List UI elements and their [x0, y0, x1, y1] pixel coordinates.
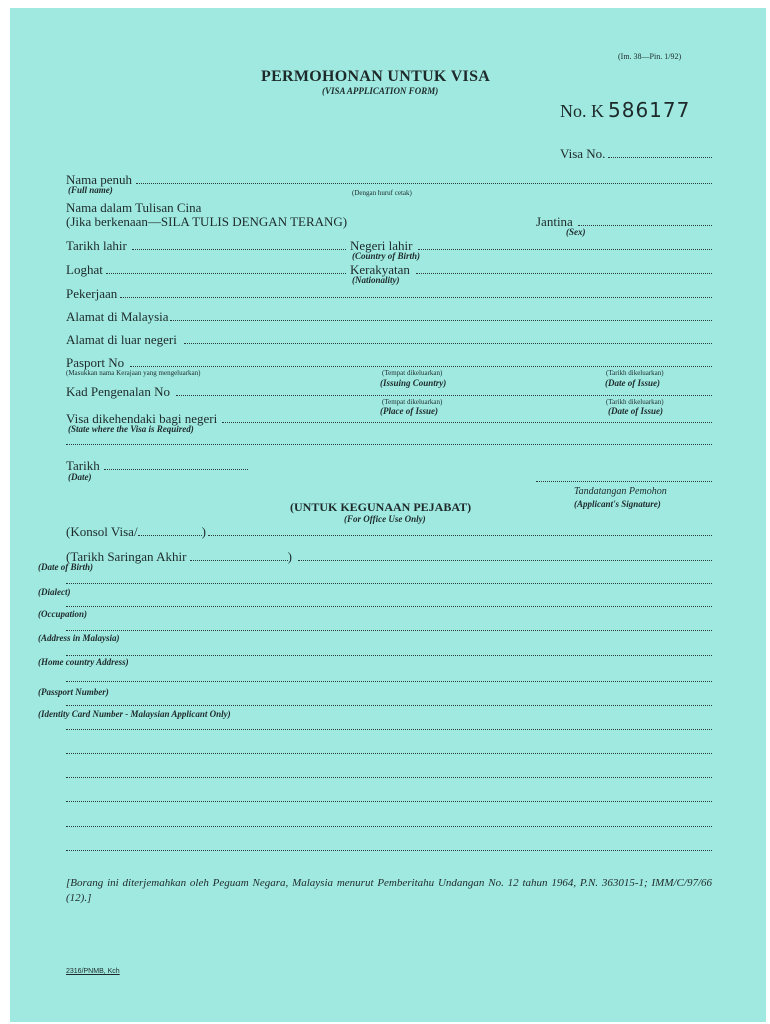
office-label-home-address: (Home country Address) — [38, 657, 129, 667]
office-label-dialect: (Dialect) — [38, 587, 71, 597]
date-field[interactable] — [104, 469, 248, 470]
signature-en: (Applicant's Signature) — [574, 499, 661, 509]
office-line-10[interactable] — [66, 801, 712, 802]
passport-label: Pasport No — [66, 355, 125, 370]
date-en: (Date) — [68, 472, 92, 482]
issue-place-ms: (Tempat dikeluarkan) — [382, 369, 443, 377]
sex-field[interactable] — [578, 225, 712, 226]
address-my-label: Alamat di Malaysia — [66, 309, 169, 324]
ic-issue-date-ms: (Tarikh dikeluarkan) — [606, 398, 664, 406]
office-line-5[interactable] — [66, 681, 712, 682]
dialect-field[interactable] — [106, 273, 346, 274]
chinese-name-note: (Jika berkenaan—SILA TULIS DENGAN TERANG) — [66, 214, 348, 229]
consul-field[interactable] — [208, 535, 712, 536]
sex-en: (Sex) — [566, 227, 586, 237]
consul-text: (Konsol Visa/ — [66, 524, 138, 539]
visa-country-field[interactable] — [222, 422, 712, 423]
country-birth-field[interactable] — [418, 249, 712, 250]
address-my-field[interactable] — [170, 320, 712, 321]
form-reference: (Im. 38—Pin. 1/92) — [618, 52, 682, 61]
office-line-6[interactable] — [66, 705, 712, 706]
office-heading: (UNTUK KEGUNAAN PEJABAT) — [290, 500, 472, 514]
office-line-3[interactable] — [66, 630, 712, 631]
office-label-ic: (Identity Card Number - Malaysian Applicant Only) — [38, 709, 231, 719]
visa-no-field[interactable] — [608, 157, 712, 158]
ic-place-issue-en: (Place of Issue) — [380, 406, 438, 416]
nationality-field[interactable] — [416, 273, 712, 274]
office-line-12[interactable] — [66, 850, 712, 851]
sex-label: Jantina — [536, 214, 573, 229]
screening-field[interactable] — [298, 560, 712, 561]
office-heading-en: (For Office Use Only) — [344, 514, 426, 524]
office-label-occupation: (Occupation) — [38, 609, 87, 619]
address-abroad-label: Alamat di luar negeri — [66, 332, 177, 347]
address-abroad-field[interactable] — [184, 343, 712, 344]
office-line-1[interactable] — [66, 583, 712, 584]
serial-value: 586177 — [608, 98, 691, 122]
office-line-7[interactable] — [66, 729, 712, 730]
full-name-note: (Dengan huruf cetak) — [352, 189, 412, 197]
full-name-field[interactable] — [136, 183, 712, 184]
issue-date-en: (Date of Issue) — [605, 378, 660, 388]
visa-country-label: Visa dikehendaki bagi negeri — [66, 411, 218, 426]
issue-date-ms: (Tarikh dikeluarkan) — [606, 369, 664, 377]
full-name-label: Nama penuh — [66, 172, 133, 187]
ic-issue-date-en: (Date of Issue) — [608, 406, 663, 416]
dob-field[interactable] — [132, 249, 346, 250]
office-label-passport: (Passport Number) — [38, 687, 109, 697]
office-label-dob: (Date of Birth) — [38, 562, 93, 572]
occupation-label: Pekerjaan — [66, 286, 118, 301]
date-label: Tarikh — [66, 458, 100, 473]
passport-note: (Masukkan nama Kerajaan yang mengeluarkan) — [66, 369, 201, 377]
visa-no-label: Visa No. — [560, 146, 606, 161]
country-birth-en: (Country of Birth) — [352, 251, 421, 261]
office-line-8[interactable] — [66, 753, 712, 754]
serial-number — [560, 98, 690, 122]
office-line-2[interactable] — [66, 606, 712, 607]
ic-issue-place-ms: (Tempat dikeluarkan) — [382, 398, 443, 406]
nationality-label: Kerakyatan — [350, 262, 410, 277]
country-birth-label: Negeri lahir — [350, 238, 413, 253]
screening-text: (Tarikh Saringan Akhir — [66, 549, 187, 564]
ic-field[interactable] — [176, 395, 712, 396]
issuing-country-en: (Issuing Country) — [380, 378, 447, 388]
dialect-label: Loghat — [66, 262, 103, 277]
page-subtitle: (VISA APPLICATION FORM) — [322, 86, 439, 96]
ic-label: Kad Pengenalan No — [66, 384, 170, 399]
occupation-field[interactable] — [120, 297, 712, 298]
office-line-4[interactable] — [66, 655, 712, 656]
office-line-11[interactable] — [66, 826, 712, 827]
footnote: [Borang ini diterjemahkan oleh Peguam Negara, Malaysia menurut Pemberitahu Undangan No. 12 tahun 1964, P.N. 363015-1; IMM/C/97/66 (12).] — [66, 877, 712, 904]
office-line-9[interactable] — [66, 777, 712, 778]
office-label-address-my: (Address in Malaysia) — [38, 633, 120, 643]
serial-label: No. K — [560, 101, 604, 121]
page-title: PERMOHONAN UNTUK VISA — [261, 68, 491, 85]
signature-field[interactable] — [536, 481, 712, 482]
passport-field[interactable] — [130, 366, 712, 367]
consul-label: (Konsol Visa/ ) — [66, 524, 206, 539]
print-code: 2316/PNMB, Kch — [66, 968, 120, 975]
nationality-en: (Nationality) — [352, 275, 400, 285]
dob-label: Tarikh lahir — [66, 238, 127, 253]
visa-country-field-2[interactable] — [66, 444, 712, 445]
full-name-en: (Full name) — [68, 185, 113, 195]
screening-label: (Tarikh Saringan Akhir ) — [66, 549, 292, 564]
visa-country-en: (State where the Visa is Required) — [68, 424, 194, 434]
chinese-name-label: Nama dalam Tulisan Cina — [66, 200, 202, 215]
signature-label: Tandatangan Pemohon — [574, 486, 667, 497]
